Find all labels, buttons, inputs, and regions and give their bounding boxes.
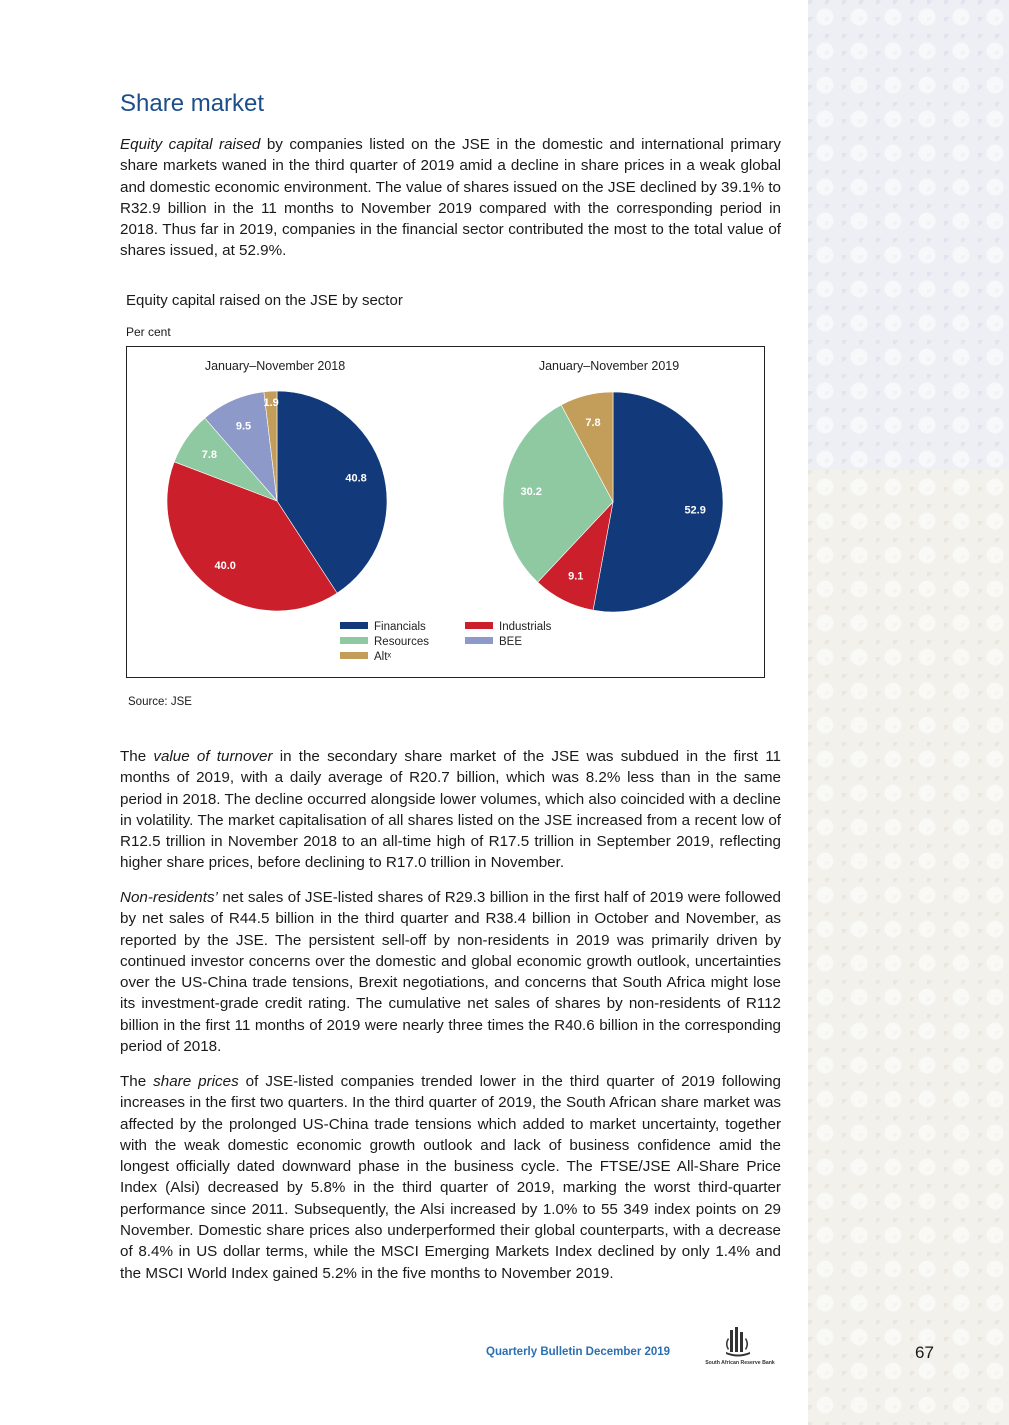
pie-title: January–November 2018 <box>204 359 346 373</box>
paragraph-prefix: The <box>120 748 154 765</box>
pie-data-label: 30.2 <box>520 486 542 499</box>
legend-swatch <box>340 637 368 644</box>
page-number: 67 <box>915 1343 934 1362</box>
chart-title: Equity capital raised on the JSE by sector <box>126 292 403 309</box>
pie-data-label: 9.5 <box>235 420 252 433</box>
pie-charts <box>127 347 763 676</box>
pie-data-label: 52.9 <box>684 504 706 517</box>
footer-publication: Quarterly Bulletin December 2019 <box>486 1346 671 1358</box>
paragraph-equity-capital <box>120 134 781 262</box>
sarb-emblem-icon <box>726 1327 750 1357</box>
pie-title: January–November 2019 <box>538 359 680 373</box>
pie-data-label: 7.8 <box>585 416 601 429</box>
paragraph-emphasis: value of turnover <box>153 748 273 765</box>
paragraph-non-residents <box>120 887 781 1057</box>
paragraph-body: of JSE-listed companies trended lower in the third quarter of 2019 following increases in the first two quarters. In the third quarter of 2019, the South African share market was affected by the prolonged US-China trade tensions which added to market uncertainty, together with the weak domestic economic growth outlook and lack of business confidence amid the longest officially dated downward phase in the business cycle. The FTSE/JSE All-Share Price Index (Alsi) decreased by 5.8% in the third quarter of 2019, marking the worst third-quarter performance since 2011. Subsequently, the Alsi increased by 1.0% to 55 349 index points on 29 November. Domestic share prices also underperformed their global counterparts, with a decrease of 8.4% in US dollar terms, while the MSCI Emerging Markets Index declined by only 1.4% and the MSCI World Index gained 5.2% in the five months to November 2019. <box>120 1073 781 1282</box>
legend-label: Financials <box>374 621 426 633</box>
paragraph-body: by companies listed on the JSE in the domestic and international primary share markets waned in the third quarter of 2019 amid a decline in share prices in a weak global and domestic economic environment. The value of shares issued on the JSE declined by 39.1% to R32.9 billion in the 11 months to November 2019 compared with the corresponding period in 2018. Thus far in 2019, companies in the financial sector contributed the most to the total value of shares issued, at 52.9%. <box>120 136 782 260</box>
chart-unit-label: Per cent <box>126 325 171 339</box>
section-heading: Share market <box>120 90 265 117</box>
paragraph-lead: Equity capital raised <box>120 136 261 153</box>
legend-label: Industrials <box>499 621 552 633</box>
legend-swatch <box>340 652 368 659</box>
legend-label: Resources <box>374 636 429 648</box>
legend-swatch <box>340 622 368 629</box>
paragraph-turnover <box>120 746 781 874</box>
pie-data-label: 7.8 <box>201 448 218 461</box>
pie-data-label: 9.1 <box>568 570 584 583</box>
chart-frame <box>126 346 765 678</box>
legend-label: BEE <box>499 636 523 648</box>
pie-data-label: 40.8 <box>345 472 367 485</box>
legend-label: Altˣ <box>374 651 392 663</box>
paragraph-emphasis: share prices <box>153 1073 239 1090</box>
paragraph-prefix: The <box>120 1073 154 1090</box>
paragraph-lead: Non-residents’ <box>120 889 218 906</box>
sarb-logo <box>690 1326 790 1366</box>
paragraph-body: net sales of JSE-listed shares of R29.3 billion in the first half of 2019 were followed by net sales of R44.5 billion in the third quarter and R38.4 billion in October and November, as reported by the JSE. The persistent sell-off by non-residents in 2019 was primarily driven by continued investor concerns over the domestic and global economic growth outlook, uncertainties over the US-China trade tensions, Brexit negotiations, and concerns that South Africa might lose its investment-grade credit rating. The cumulative net sales of shares by non-residents of R112 billion in the first 11 months of 2019 were nearly three times the R40.6 billion in the corresponding period of 2018. <box>120 889 781 1056</box>
legend-swatch <box>465 637 493 644</box>
paragraph-body: in the secondary share market of the JSE was subdued in the first 11 months of 2019, with a daily average of R20.7 billion, which was 8.2% less than in the same period in 2018. The decline occurred alongside lower volumes, which also coincided with a decline in volatility. The market capitalisation of all shares listed on the JSE increased from a recent low of R12.5 trillion in November 2018 to an all-time high of R17.5 trillion in September 2019, reflecting higher share prices, before declining to R17.0 trillion in November. <box>120 748 782 872</box>
paragraph-share-prices <box>120 1071 781 1284</box>
pie-data-label: 1.9 <box>263 397 279 410</box>
decorative-side-band-lower <box>808 470 1009 1425</box>
legend-swatch <box>465 622 493 629</box>
sarb-logo-text: South African Reserve Bank <box>705 1360 775 1366</box>
chart-source: Source: JSE <box>128 696 192 708</box>
pie-data-label: 40.0 <box>214 560 236 573</box>
